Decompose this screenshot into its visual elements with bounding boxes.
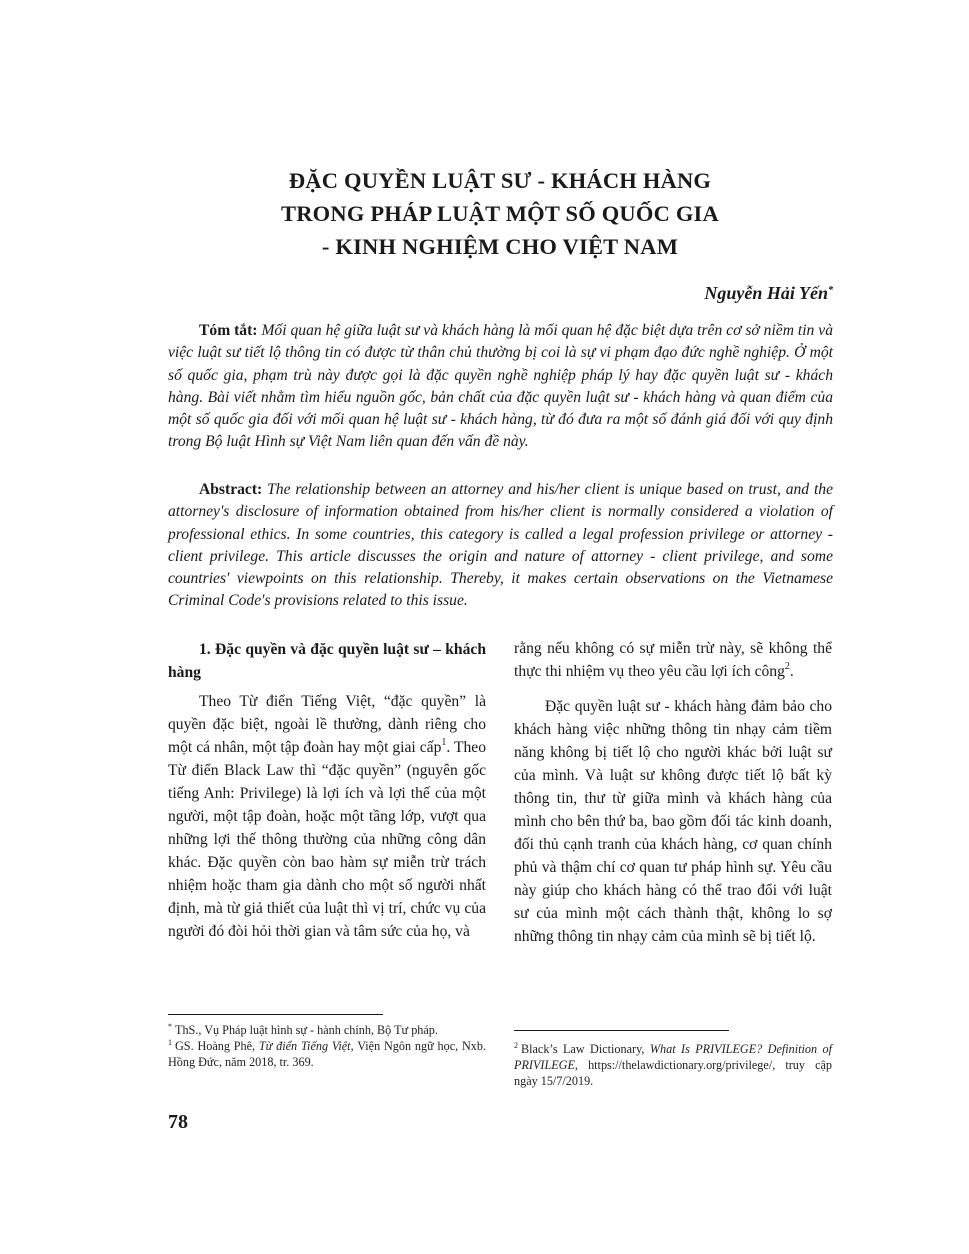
author-footnote-mark: *	[828, 285, 833, 296]
footnote-text: , Viện Ngôn ngữ học, Nxb. Hồng Đức, năm 2018, tr. 369.	[168, 1039, 487, 1069]
footnote-text: ThS., Vụ Pháp luật hình sự - hành chính, Bộ Tư pháp.	[175, 1023, 438, 1037]
vietnamese-summary	[168, 320, 833, 454]
footnote	[514, 1041, 832, 1089]
title-line: - KINH NGHIỆM CHO VIỆT NAM	[321, 234, 679, 259]
footnote-divider	[514, 1030, 729, 1031]
footnote-mark: 1	[168, 1038, 172, 1047]
english-abstract	[168, 479, 833, 613]
paragraph-text: .	[789, 663, 794, 680]
footnote-italic: What Is PRIVILEGE? Definition of PRIVILEGE	[514, 1042, 832, 1072]
author-byline	[704, 280, 833, 304]
paragraph-text: . Theo Từ điển Black Law thì “đặc quyền” (nguyên gốc tiếng Anh: Privilege) là lợi ích và lợi thế của một người, một tập đoàn, hoặc một tầng lớp, vượt qua những lợi thế thông thường của những công dân khác. Đặc quyền còn bao hàm sự miễn trừ trách nhiệm hoặc tham gia dành cho một số người nhất định, mà từ giả thiết của luật thì vị trí, chức vụ của người đó đòi hỏi thời gian và tâm sức của họ, và	[168, 739, 486, 940]
body-column-left	[168, 638, 486, 943]
summary-text: Mối quan hệ giữa luật sư và khách hàng là mối quan hệ đặc biệt dựa trên cơ sở niềm tin và việc luật sư tiết lộ thông tin có được từ thân chủ thường bị coi là sự vi phạm đạo đức nghề nghiệp. Ở một số quốc gia, phạm trù này được gọi là đặc quyền nghề nghiệp pháp lý hay đặc quyền luật sư - khách hàng. Bài viết nhằm tìm hiểu nguồn gốc, bản chất của đặc quyền luật sư - khách hàng và quan điểm của một số quốc gia đối với mối quan hệ luật sư - khách hàng, từ đó đưa ra một số đánh giá đối với quy định trong Bộ luật Hình sự Việt Nam liên quan đến vấn đề này.	[168, 322, 833, 451]
footnote	[168, 1038, 486, 1070]
footnote-text: Black’s Law Dictionary,	[521, 1042, 650, 1056]
paragraph-text: Theo Từ điển Tiếng Việt, “đặc quyền” là quyền đặc biệt, ngoài lề thường, dành riêng cho một cá nhân, một tập đoàn hay một giai cấp	[168, 693, 486, 756]
paragraph-text: rằng nếu không có sự miễn trừ này, sẽ không thể thực thi nhiệm vụ theo yêu cầu lợi ích công	[514, 640, 832, 680]
footnotes-left	[168, 1022, 486, 1070]
article-title	[150, 164, 850, 263]
body-paragraph-continued	[514, 637, 832, 683]
title-line: TRONG PHÁP LUẬT MỘT SỐ QUỐC GIA	[281, 201, 719, 226]
footnote	[168, 1022, 486, 1038]
footnote-italic: Từ điển Tiếng Việt	[258, 1039, 351, 1053]
abstract-label: Abstract:	[199, 481, 263, 498]
footnote-ref: 1	[441, 737, 447, 748]
footnote-text: , https://thelawdictionary.org/privilege/, truy cập ngày 15/7/2019.	[514, 1058, 832, 1088]
footnote-text: GS. Hoàng Phê,	[175, 1039, 259, 1053]
footnote-ref: 2	[784, 661, 790, 672]
body-paragraph: Đặc quyền luật sư - khách hàng đảm bảo cho khách hàng việc những thông tin nhạy cảm tiềm năng không bị tiết lộ cho người khác bởi luật sư của mình. Và luật sư không được tiết lộ bất kỳ thông tin, thư từ giữa mình và khách hàng của mình cho bên thứ ba, bao gồm đối tác kinh doanh, đối thủ cạnh tranh của khách hàng, cơ quan chính phủ và thậm chí cơ quan tư pháp hình sự. Yêu cầu này giúp cho khách hàng có thể trao đổi với luật sư của mình một cách thành thật, không lo sợ những thông tin nhạy cảm của mình sẽ bị tiết lộ.	[514, 698, 832, 945]
footnote-mark: 2	[514, 1041, 518, 1050]
summary-label: Tóm tắt:	[199, 322, 258, 339]
abstract-text: The relationship between an attorney and his/her client is unique based on trust, and the attorney's disclosure of information obtained from his/her client is normally considered a violation of professional ethics. In some countries, this category is called a legal profession privilege or attorney - client privilege. This article discusses the origin and nature of attorney - client privilege, and some countries' viewpoints on this relationship. Thereby, it makes certain observations on the Vietnamese Criminal Code's provisions related to this issue.	[168, 481, 833, 610]
page-number: 78	[168, 1111, 188, 1133]
footnotes-right	[514, 1041, 832, 1089]
body-paragraph	[168, 690, 486, 943]
footnote-divider	[168, 1014, 383, 1015]
footnote-mark: *	[168, 1022, 172, 1031]
author-name: Nguyễn Hải Yến	[704, 283, 828, 303]
body-column-right	[514, 637, 832, 948]
title-line: ĐẶC QUYỀN LUẬT SƯ - KHÁCH HÀNG	[288, 168, 712, 193]
section-heading: 1. Đặc quyền và đặc quyền luật sư – khách hàng	[168, 641, 486, 681]
